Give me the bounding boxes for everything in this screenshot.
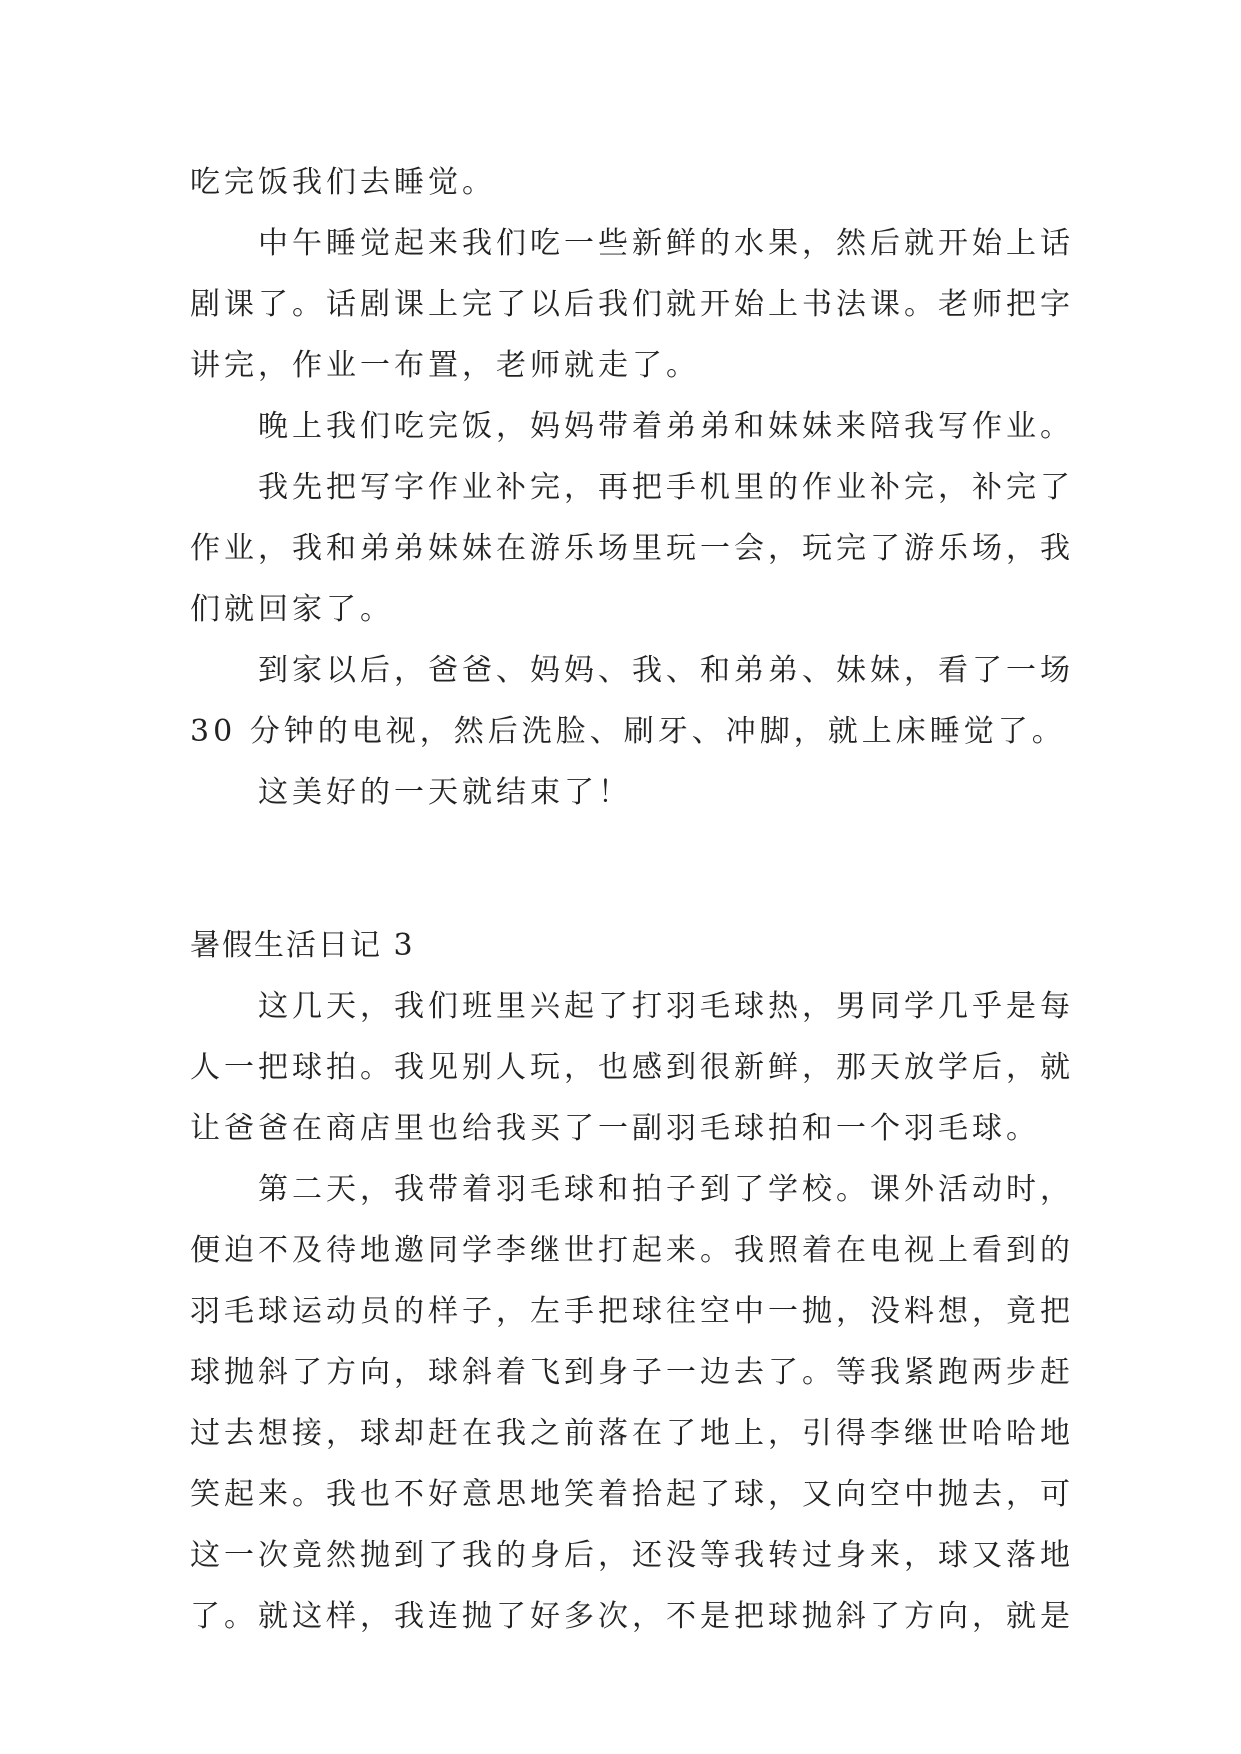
diary-entry-part1 bbox=[190, 152, 1074, 823]
text-line: 第二天，我带着羽毛球和拍子到了学校。课外活动时， bbox=[258, 1172, 1074, 1207]
text-line: 羽毛球运动员的样子，左手把球往空中一抛，没料想，竟把 bbox=[190, 1294, 1074, 1329]
text-line: 30 分钟的电视，然后洗脸、刷牙、冲脚，就上床睡觉了。 bbox=[190, 714, 1066, 749]
text-line: 到家以后，爸爸、妈妈、我、和弟弟、妹妹，看了一场 bbox=[258, 653, 1074, 688]
section-gap bbox=[190, 823, 1050, 915]
diary-entry-part2 bbox=[190, 976, 1074, 1647]
text-line: 晚上我们吃完饭，妈妈带着弟弟和妹妹来陪我写作业。 bbox=[258, 409, 1074, 444]
text-line: 了。就这样，我连抛了好多次，不是把球抛斜了方向，就是 bbox=[190, 1599, 1074, 1634]
text-line: 人一把球拍。我见别人玩，也感到很新鲜，那天放学后，就 bbox=[190, 1050, 1074, 1085]
text-line: 球抛斜了方向，球斜着飞到身子一边去了。等我紧跑两步赶 bbox=[190, 1355, 1074, 1390]
text-line: 我先把写字作业补完，再把手机里的作业补完，补完了 bbox=[258, 470, 1074, 505]
section-title: 暑假生活日记 3 bbox=[190, 928, 415, 963]
text-line: 这一次竟然抛到了我的身后，还没等我转过身来，球又落地 bbox=[190, 1538, 1074, 1573]
text-line: 过去想接，球却赶在我之前落在了地上，引得李继世哈哈地 bbox=[190, 1416, 1074, 1451]
text-line: 们就回家了。 bbox=[190, 592, 394, 627]
text-line: 剧课了。话剧课上完了以后我们就开始上书法课。老师把字 bbox=[190, 287, 1074, 322]
text-line: 吃完饭我们去睡觉。 bbox=[190, 165, 496, 200]
text-line: 这几天，我们班里兴起了打羽毛球热，男同学几乎是每 bbox=[258, 989, 1074, 1024]
text-line: 讲完，作业一布置，老师就走了。 bbox=[190, 348, 700, 383]
text-line: 让爸爸在商店里也给我买了一副羽毛球拍和一个羽毛球。 bbox=[190, 1111, 1040, 1146]
text-line: 便迫不及待地邀同学李继世打起来。我照着在电视上看到的 bbox=[190, 1233, 1074, 1268]
text-line: 笑起来。我也不好意思地笑着拾起了球，又向空中抛去，可 bbox=[190, 1477, 1074, 1512]
text-line: 这美好的一天就结束了！ bbox=[258, 775, 632, 810]
text-line: 作业，我和弟弟妹妹在游乐场里玩一会，玩完了游乐场，我 bbox=[190, 531, 1074, 566]
document-body bbox=[190, 152, 1074, 1647]
text-line: 中午睡觉起来我们吃一些新鲜的水果，然后就开始上话 bbox=[258, 226, 1074, 261]
